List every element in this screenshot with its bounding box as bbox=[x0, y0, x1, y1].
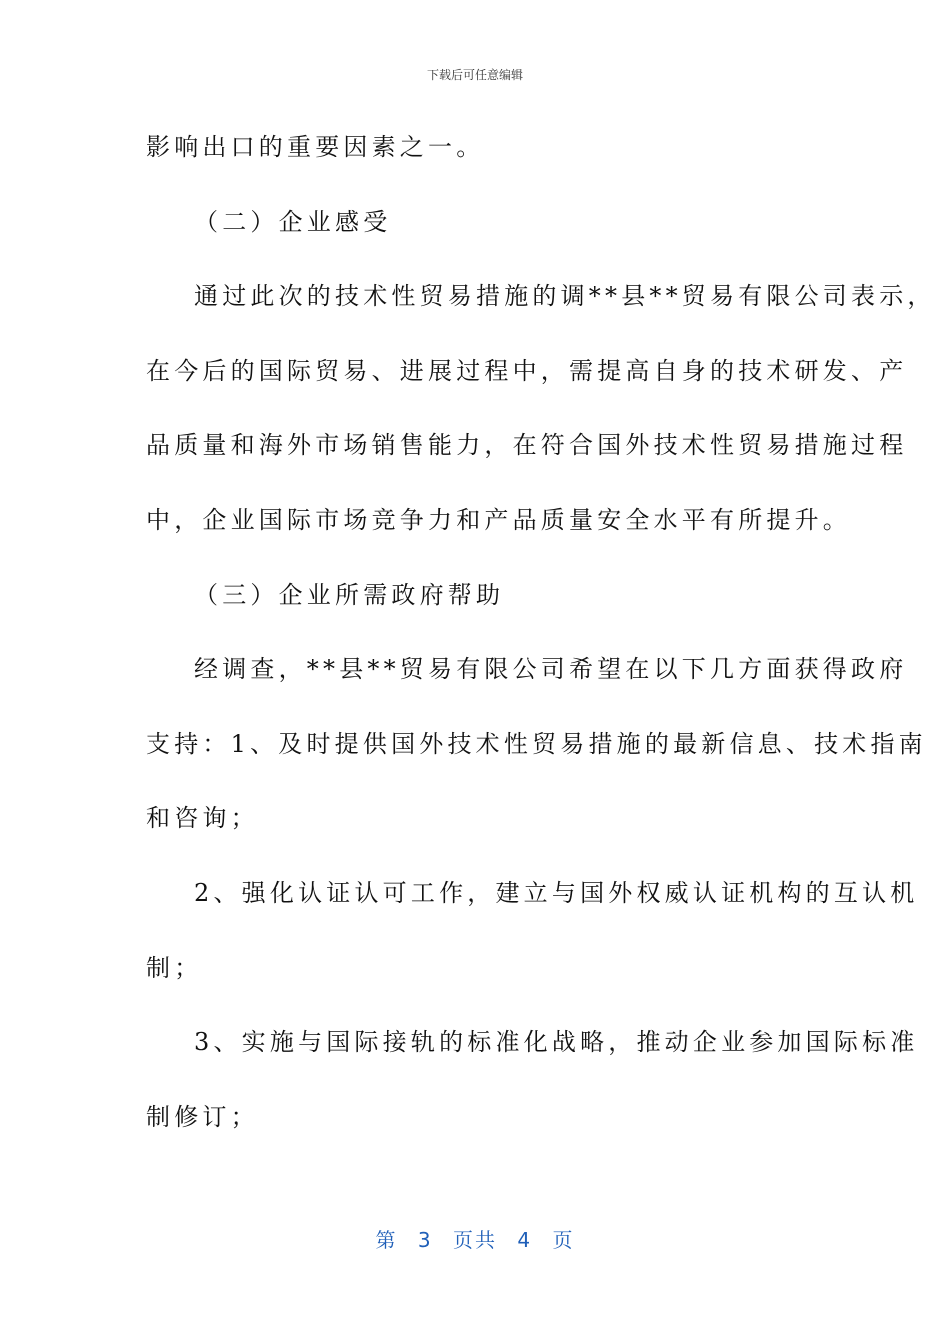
paragraph-line-13: 3、实施与国际接轨的标准化战略，推动企业参加国际标准 bbox=[194, 1028, 919, 1057]
page-number-footer bbox=[0, 1224, 950, 1253]
paragraph-line-8: 经调查，**县**贸易有限公司希望在以下几方面获得政府 bbox=[194, 655, 908, 684]
paragraph-line-9: 支持：1、及时提供国外技术性贸易措施的最新信息、技术指南 bbox=[146, 729, 927, 758]
paragraph-line-4: 在今后的国际贸易、进展过程中，需提高自身的技术研发、产 bbox=[146, 356, 908, 385]
paragraph-line-3: 通过此次的技术性贸易措施的调**县**贸易有限公司表示， bbox=[194, 282, 936, 311]
paragraph-line-1: 影响出口的重要因素之一。 bbox=[146, 133, 485, 161]
page-label-suffix: 页 bbox=[552, 1228, 575, 1252]
page-header-note: 下载后可任意编辑 bbox=[426, 68, 523, 82]
current-page-number: 3 bbox=[417, 1228, 433, 1252]
page-label-mid: 页共 bbox=[453, 1228, 497, 1252]
paragraph-line-10: 和咨询； bbox=[146, 804, 259, 833]
paragraph-line-6: 中，企业国际市场竞争力和产品质量安全水平有所提升。 bbox=[146, 505, 851, 534]
paragraph-line-12: 制； bbox=[146, 953, 203, 982]
paragraph-line-5: 品质量和海外市场销售能力，在符合国外技术性贸易措施过程 bbox=[146, 431, 908, 460]
document-body bbox=[146, 127, 936, 1171]
paragraph-line-11: 2、强化认证认可工作，建立与国外权威认证机构的互认机 bbox=[194, 878, 919, 907]
section-heading-2: （二）企业感受 bbox=[194, 207, 392, 236]
section-heading-3: （三）企业所需政府帮助 bbox=[194, 580, 505, 609]
total-page-number: 4 bbox=[517, 1228, 533, 1252]
paragraph-line-14: 制修订； bbox=[146, 1102, 259, 1131]
page-label-prefix: 第 bbox=[375, 1228, 398, 1252]
